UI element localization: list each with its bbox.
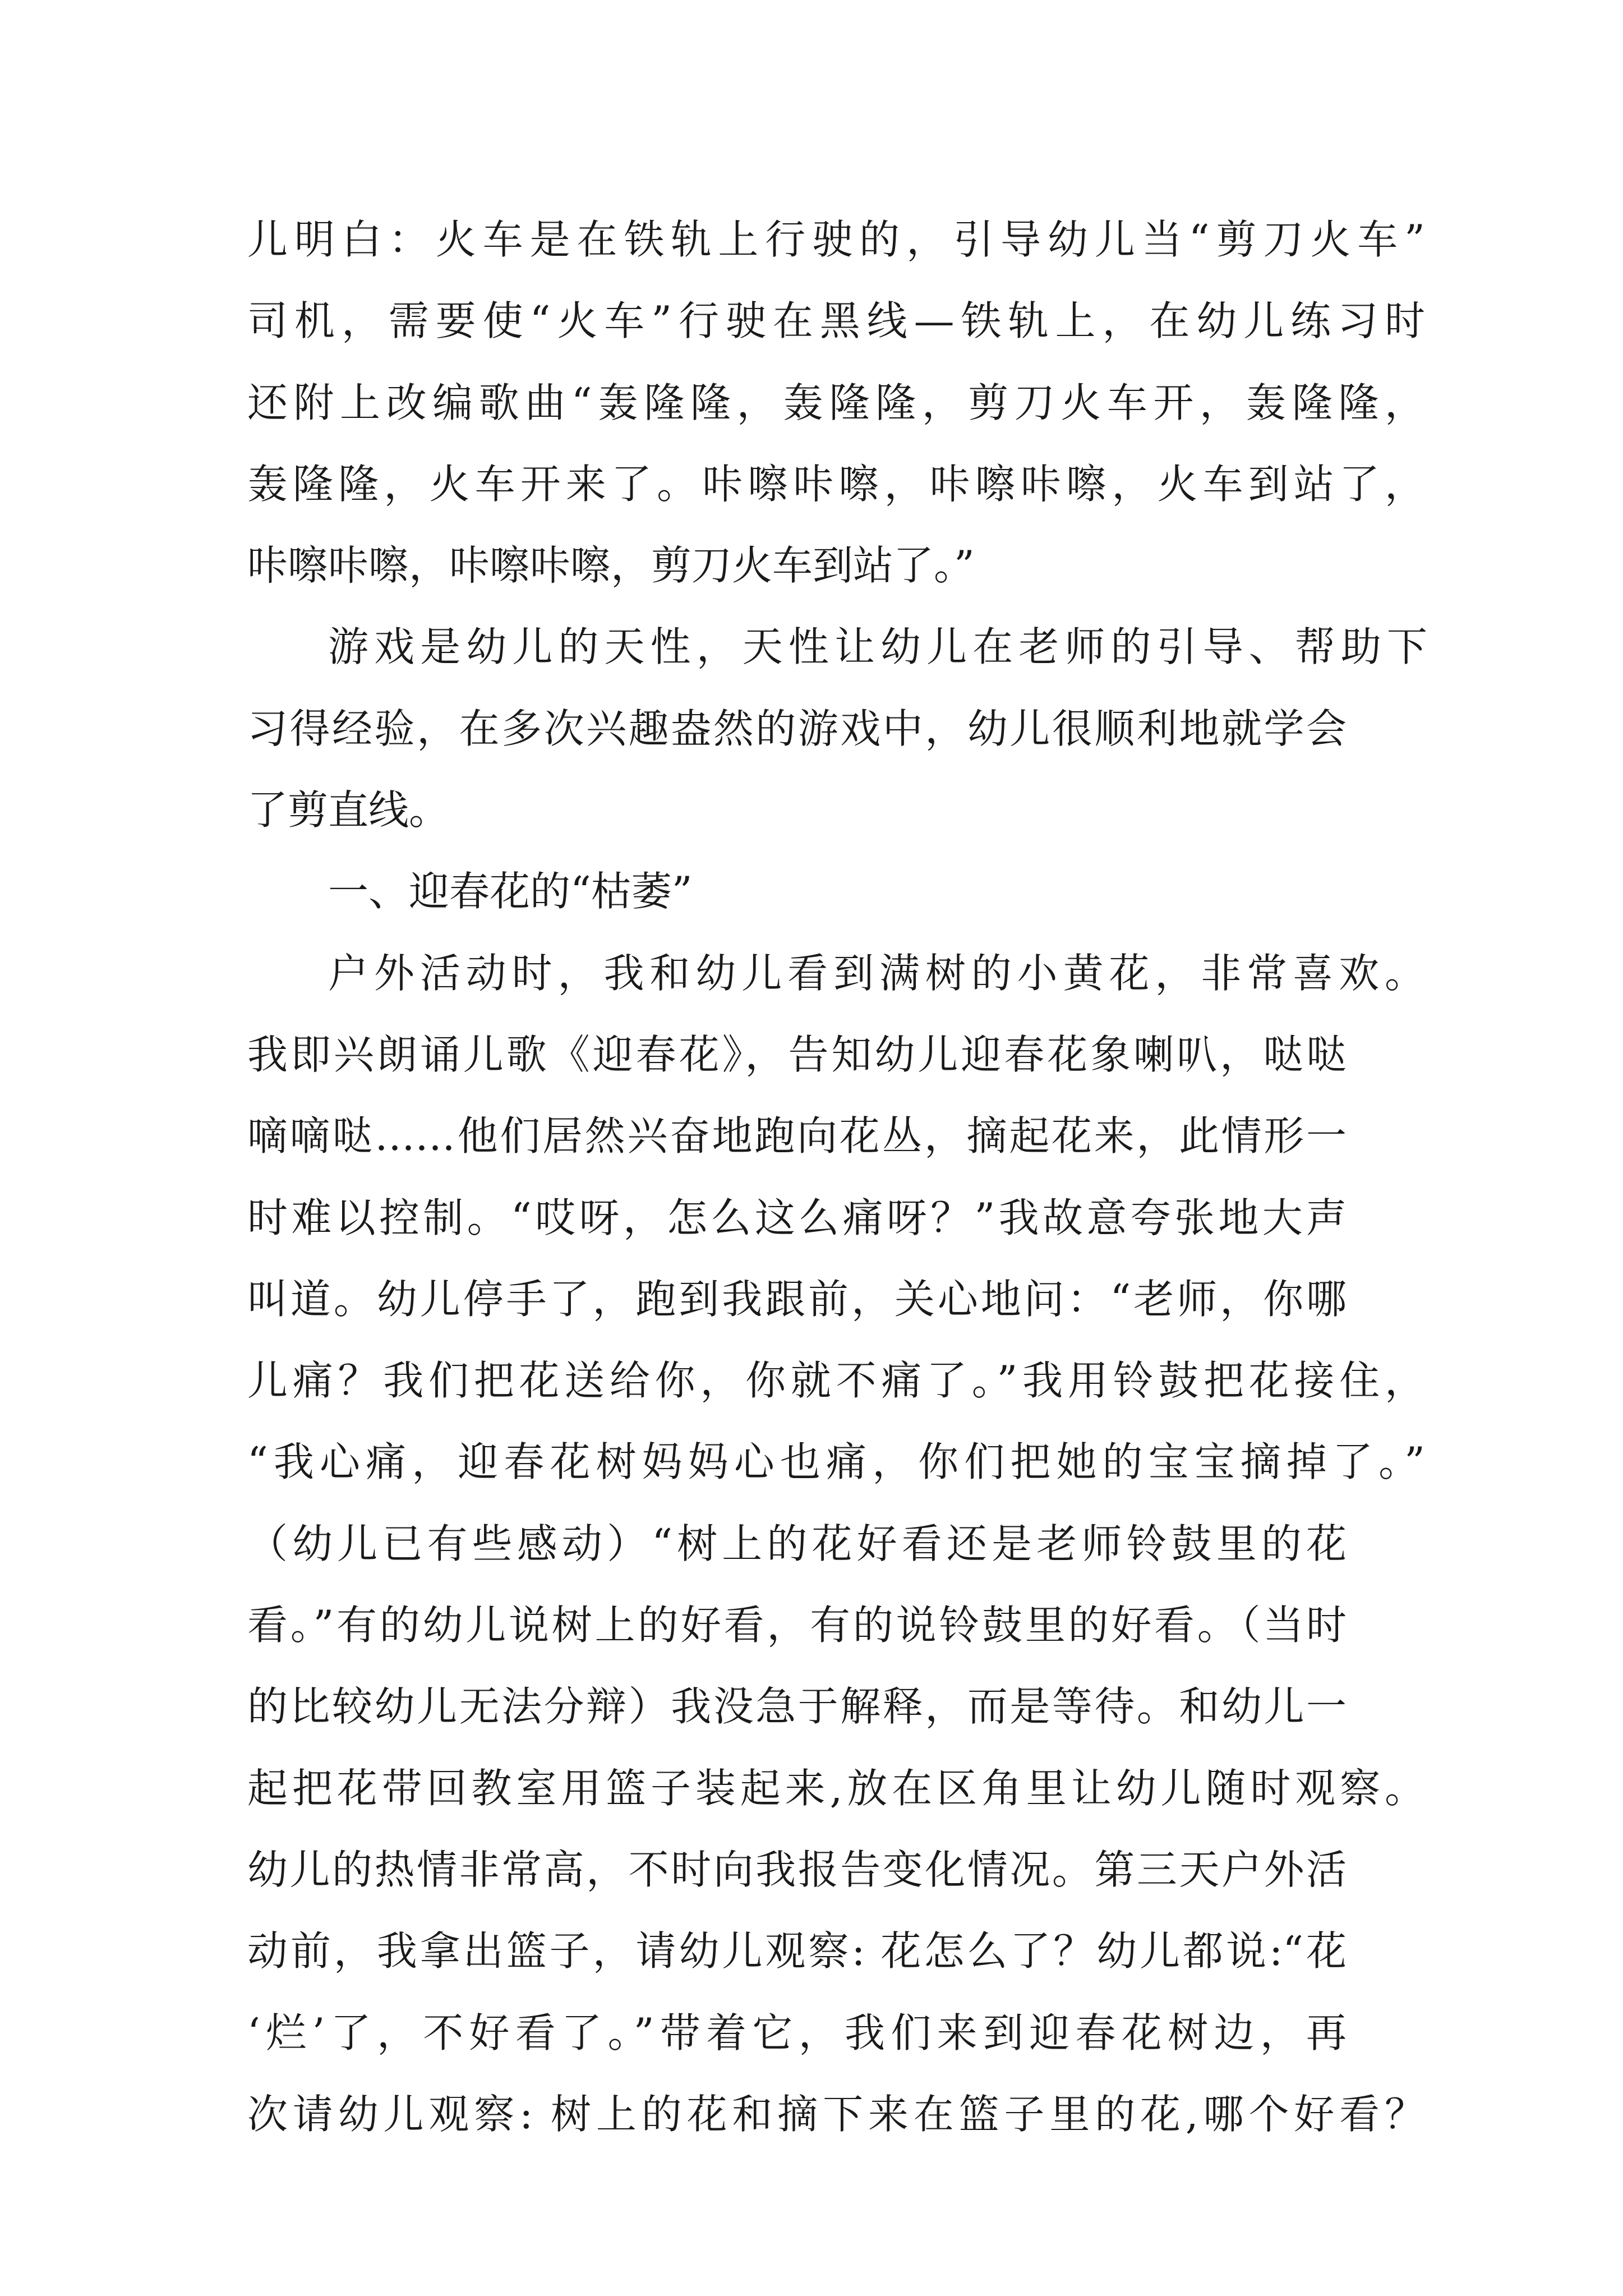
text-line: 司机，需要使“火车”行驶在黑线—铁轨上，在幼儿练习时: [247, 297, 1425, 345]
text-line: 习得经验，在多次兴趣盎然的游戏中，幼儿很顺利地就学会: [247, 705, 1347, 752]
text-line: （幼儿已有些感动）“树上的花好看还是老师铃鼓里的花: [247, 1520, 1347, 1567]
section-heading: 一、迎春花的“枯萎”: [328, 868, 693, 915]
text-line: 的比较幼儿无法分辩）我没急于解释，而是等待。和幼儿一: [247, 1683, 1347, 1731]
body-text: [247, 199, 1425, 2155]
text-line: 我即兴朗诵儿歌《迎春花》，告知幼儿迎春花象喇叭，哒哒: [247, 1030, 1347, 1078]
text-line: 次请幼儿观察: 树上的花和摘下来在篮子里的花,哪个好看？: [247, 2090, 1425, 2138]
text-line: 时难以控制。“哎呀，怎么这么痛呀？”我故意夸张地大声: [247, 1194, 1347, 1241]
text-line: 轰隆隆，火车开来了。咔嚓咔嚓，咔嚓咔嚓，火车到站了，: [247, 460, 1425, 508]
text-line: 幼儿的热情非常高，不时向我报告变化情况。第三天户外活: [247, 1846, 1347, 1893]
text-line: “我心痛，迎春花树妈妈心也痛，你们把她的宝宝摘掉了。”: [247, 1438, 1425, 1486]
text-line: 看。”有的幼儿说树上的好看，有的说铃鼓里的好看。（当时: [247, 1602, 1347, 1649]
text-line: 咔嚓咔嚓，咔嚓咔嚓，剪刀火车到站了。”: [247, 542, 975, 590]
text-line: 了剪直线。: [247, 786, 450, 834]
text-line: 嘀嘀哒……他们居然兴奋地跑向花丛，摘起花来，此情形一: [247, 1112, 1347, 1160]
paragraph-start-line: 户外活动时，我和幼儿看到满树的小黄花，非常喜欢。: [328, 949, 1425, 997]
text-line: 起把花带回教室用篮子装起来,放在区角里让幼儿随时观察。: [247, 1764, 1425, 1812]
text-line: 还附上改编歌曲“轰隆隆，轰隆隆，剪刀火车开，轰隆隆，: [247, 379, 1425, 426]
text-line: 叫道。幼儿停手了，跑到我跟前，关心地问：“老师，你哪: [247, 1275, 1347, 1323]
paragraph-start-line: 游戏是幼儿的天性，天性让幼儿在老师的引导、帮助下: [328, 623, 1427, 671]
text-line: 儿痛？我们把花送给你，你就不痛了。”我用铃鼓把花接住，: [247, 1357, 1425, 1405]
text-line: 儿明白：火车是在铁轨上行驶的，引导幼儿当“剪刀火车”: [247, 216, 1425, 263]
text-line: 动前，我拿出篮子，请幼儿观察: 花怎么了？幼儿都说:“花: [247, 1927, 1347, 1975]
text-line: ‘烂’了，不好看了。”带着它，我们来到迎春花树边，再: [247, 2009, 1347, 2056]
